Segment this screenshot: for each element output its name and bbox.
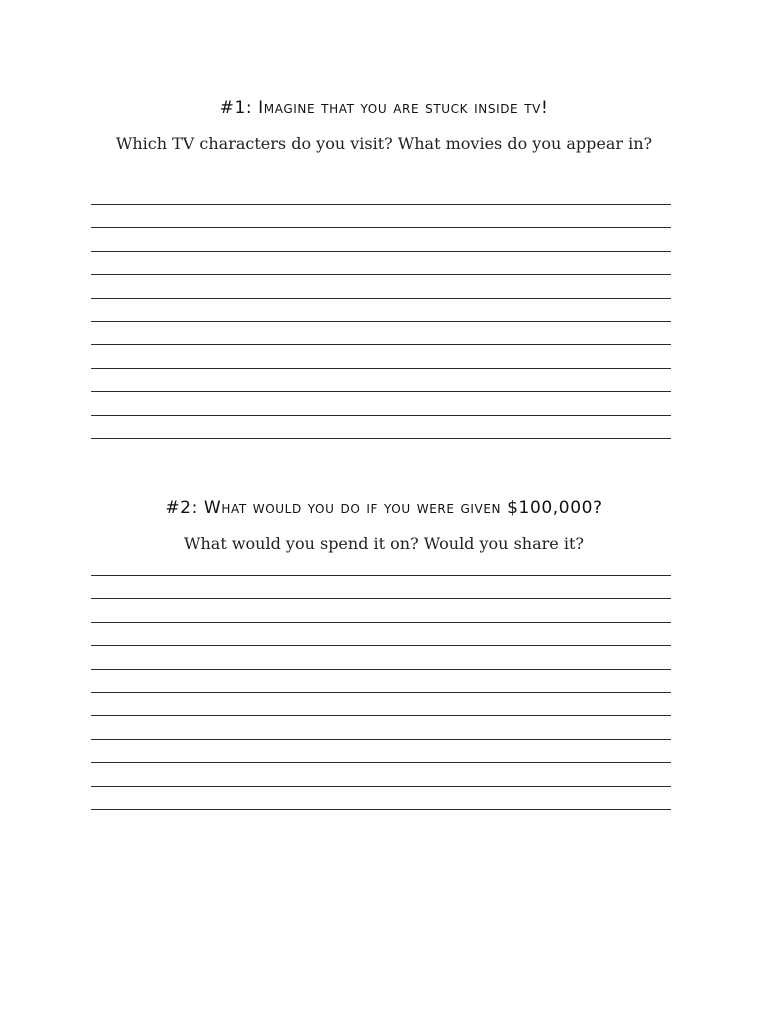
answer-line[interactable] [91, 415, 671, 416]
answer-line[interactable] [91, 344, 671, 345]
prompt-2-question: What would you spend it on? Would you share it? [184, 534, 584, 553]
answer-line[interactable] [91, 809, 671, 810]
prompt-1-heading: #1: Imagine that you are stuck inside tv! [219, 98, 549, 118]
answer-line[interactable] [91, 368, 671, 369]
answer-line[interactable] [91, 204, 671, 205]
answer-line[interactable] [91, 786, 671, 787]
prompt-1-writing-lines[interactable] [91, 204, 671, 440]
answer-line[interactable] [91, 274, 671, 275]
prompt-2-heading: #2: What would you do if you were given $100,000? [165, 498, 603, 518]
answer-line[interactable] [91, 762, 671, 763]
answer-line[interactable] [91, 669, 671, 670]
answer-line[interactable] [91, 575, 671, 576]
answer-line[interactable] [91, 298, 671, 299]
answer-line[interactable] [91, 692, 671, 693]
answer-line[interactable] [91, 227, 671, 228]
prompt-1-question: Which TV characters do you visit? What movies do you appear in? [115, 134, 653, 153]
answer-line[interactable] [91, 391, 671, 392]
answer-line[interactable] [91, 321, 671, 322]
answer-line[interactable] [91, 739, 671, 740]
answer-line[interactable] [91, 715, 671, 716]
answer-line[interactable] [91, 645, 671, 646]
answer-line[interactable] [91, 438, 671, 439]
answer-line[interactable] [91, 598, 671, 599]
answer-line[interactable] [91, 251, 671, 252]
prompt-2-writing-lines[interactable] [91, 575, 671, 811]
answer-line[interactable] [91, 622, 671, 623]
